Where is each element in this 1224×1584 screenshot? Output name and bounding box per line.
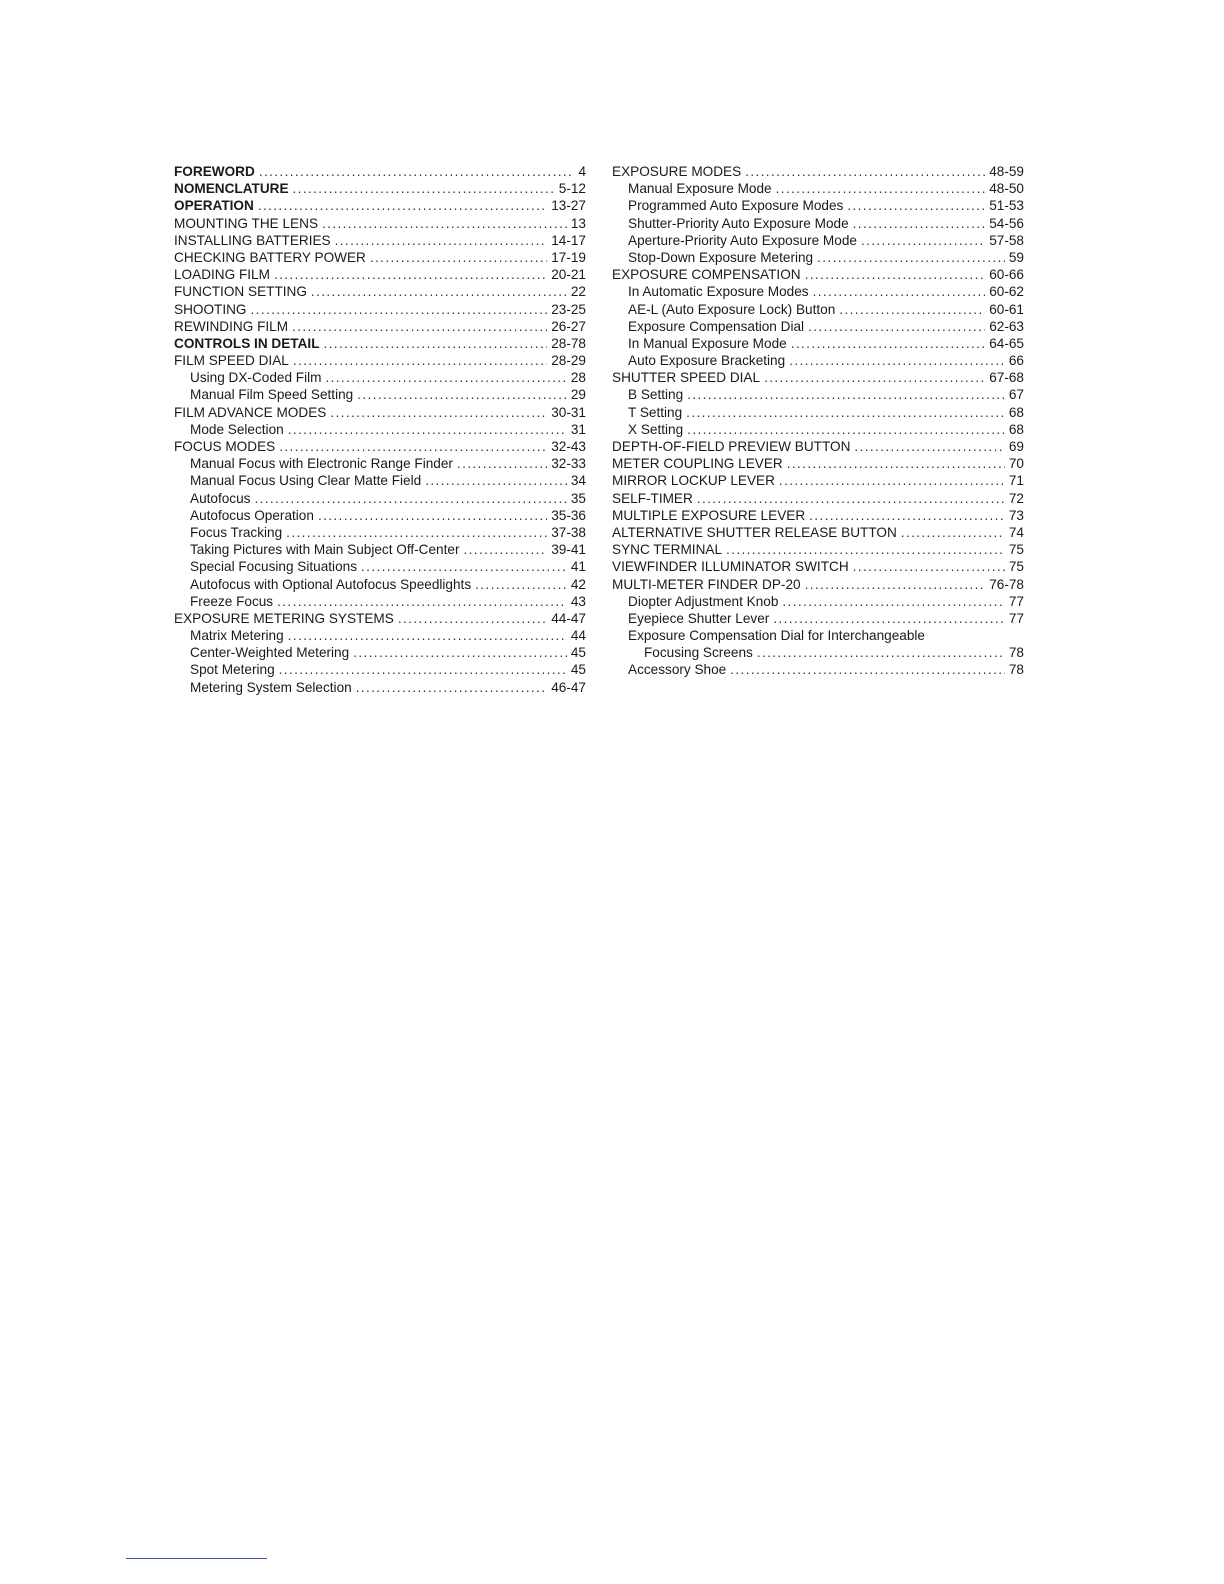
dot-leader [361,558,567,575]
toc-entry-page: 68 [1008,404,1024,420]
toc-column-left [174,163,586,696]
toc-entry-page: 41 [570,559,586,575]
toc-entry-exposure-compensation-dial-for-interchangeable[interactable] [612,627,1024,644]
toc-entry-label: SELF-TIMER [612,490,693,506]
toc-entry-focus-modes[interactable] [174,438,586,455]
toc-entry-label: Taking Pictures with Main Subject Off-Center [190,542,460,558]
toc-entry-page: 60-62 [989,284,1024,300]
dot-leader [847,197,985,214]
toc-entry-label: Metering System Selection [190,679,352,695]
toc-entry-autofocus-with-optional-autofocus-speedlights[interactable] [174,576,586,593]
toc-entry-multi-meter-finder-dp-20[interactable] [612,576,1024,593]
toc-entry-label: B Setting [628,387,684,403]
toc-entry-page: 23-25 [551,301,586,317]
toc-entry-focusing-screens[interactable] [612,644,1024,661]
toc-entry-label: Autofocus Operation [190,507,314,523]
dot-leader [370,249,547,266]
toc-entry-page: 60-61 [989,301,1024,317]
toc-entry-label: Manual Focus Using Clear Matte Field [190,473,422,489]
toc-entry-label: ALTERNATIVE SHUTTER RELEASE BUTTON [612,524,897,540]
toc-entry-ae-l-auto-exposure-lock-button[interactable] [612,301,1024,318]
toc-entry-page: 51-53 [989,198,1024,214]
dot-leader [425,472,567,489]
dot-leader [791,335,986,352]
dot-leader [805,266,986,283]
dot-leader [279,438,547,455]
dot-leader [813,283,986,300]
toc-entry-page: 28-78 [551,335,586,351]
toc-entry-page: 35-36 [551,507,586,523]
toc-entry-label: Mode Selection [190,421,284,437]
toc-entry-page: 70 [1008,456,1024,472]
toc-entry-label: CONTROLS IN DETAIL [174,335,320,351]
toc-entry-page: 48-50 [989,181,1024,197]
toc-entry-page: 42 [570,576,586,592]
toc-entry-label: Special Focusing Situations [190,559,357,575]
toc-entry-viewfinder-illuminator-switch[interactable] [612,558,1024,575]
dot-leader [293,180,555,197]
toc-entry-label: REWINDING FILM [174,318,289,334]
toc-entry-page: 20-21 [551,267,586,283]
dot-leader [274,266,547,283]
dot-leader [322,215,567,232]
toc-entry-diopter-adjustment-knob[interactable] [612,593,1024,610]
toc-entry-label: Manual Focus with Electronic Range Finder [190,456,453,472]
toc-entry-label: CHECKING BATTERY POWER [174,249,366,265]
toc-entry-stop-down-exposure-metering[interactable] [612,249,1024,266]
toc-entry-label: Accessory Shoe [628,662,727,678]
toc-entry-label: Spot Metering [190,662,275,678]
toc-entry-label: In Manual Exposure Mode [628,335,787,351]
toc-entry-mirror-lockup-lever[interactable] [612,472,1024,489]
toc-entry-page: 17-19 [551,249,586,265]
toc-entry-page: 77 [1008,593,1024,609]
toc-entry-multiple-exposure-lever[interactable] [612,507,1024,524]
toc-entry-autofocus[interactable] [174,490,586,507]
dot-leader [398,610,547,627]
toc-entry-meter-coupling-lever[interactable] [612,455,1024,472]
toc-entry-label: Center-Weighted Metering [190,645,350,661]
toc-entry-label: Manual Film Speed Setting [190,387,354,403]
dot-leader [463,541,547,558]
toc-entry-label: NOMENCLATURE [174,181,289,197]
toc-entry-page: 26-27 [551,318,586,334]
toc-entry-spot-metering[interactable] [174,661,586,678]
toc-entry-label: OPERATION [174,198,254,214]
toc-entry-self-timer[interactable] [612,490,1024,507]
toc-entry-taking-pictures-with-main-subject-off-center[interactable] [174,541,586,558]
toc-entry-metering-system-selection[interactable] [174,679,586,696]
toc-entry-controls-in-detail[interactable] [174,335,586,352]
dot-leader [292,318,547,335]
toc-entry-page: 44-47 [551,610,586,626]
toc-entry-page: 67-68 [989,370,1024,386]
toc-entry-rewinding-film[interactable] [174,318,586,335]
dot-leader [686,404,1005,421]
toc-entry-label: MULTIPLE EXPOSURE LEVER [612,507,806,523]
toc-entry-page: 30-31 [551,404,586,420]
dot-leader [330,404,547,421]
toc-entry-focus-tracking[interactable] [174,524,586,541]
toc-entry-exposure-compensation[interactable] [612,266,1024,283]
toc-entry-label: EXPOSURE METERING SYSTEMS [174,610,394,626]
toc-entry-label: Autofocus with Optional Autofocus Speedlights [190,576,472,592]
toc-entry-page: 66 [1008,353,1024,369]
toc-entry-autofocus-operation[interactable] [174,507,586,524]
toc-entry-function-setting[interactable] [174,283,586,300]
toc-entry-page: 75 [1008,542,1024,558]
toc-entry-programmed-auto-exposure-modes[interactable] [612,197,1024,214]
toc-entry-page: 68 [1008,421,1024,437]
toc-entry-page: 31 [570,421,586,437]
toc-entry-label: Freeze Focus [190,593,274,609]
dot-leader [776,180,986,197]
dot-leader [353,644,567,661]
dot-leader [853,215,986,232]
toc-entry-exposure-modes[interactable] [612,163,1024,180]
dot-leader [809,507,1005,524]
dot-leader [311,283,567,300]
toc-entry-mode-selection[interactable] [174,421,586,438]
dot-leader [288,421,567,438]
dot-leader [286,524,547,541]
toc-entry-shooting[interactable] [174,301,586,318]
toc-entry-page: 34 [570,473,586,489]
toc-entry-page: 35 [570,490,586,506]
dot-leader [697,490,1005,507]
toc-entry-label: Focus Tracking [190,524,283,540]
dot-leader [277,593,567,610]
toc-entry-page: 75 [1008,559,1024,575]
toc-entry-label: FOCUS MODES [174,439,276,454]
toc-entry-label: LOADING FILM [174,267,270,283]
toc-entry-label: Programmed Auto Exposure Modes [628,198,844,214]
toc-entry-aperture-priority-auto-exposure-mode[interactable] [612,232,1024,249]
toc-entry-auto-exposure-bracketing[interactable] [612,352,1024,369]
dot-leader [254,490,566,507]
dot-leader [687,421,1005,438]
toc-entry-page: 39-41 [551,542,586,558]
dot-leader [839,301,985,318]
toc-entry-center-weighted-metering[interactable] [174,644,586,661]
toc-entry-exposure-compensation-dial[interactable] [612,318,1024,335]
toc-entry-mounting-the-lens[interactable] [174,215,586,232]
toc-entry-film-speed-dial[interactable] [174,352,586,369]
toc-entry-page: 13-27 [551,198,586,214]
dot-leader [745,163,985,180]
toc-entry-label: Auto Exposure Bracketing [628,353,786,369]
toc-entry-special-focusing-situations[interactable] [174,558,586,575]
dot-leader [808,318,985,335]
toc-entry-label: Stop-Down Exposure Metering [628,249,814,265]
toc-entry-page: 46-47 [551,679,586,695]
dot-leader [475,576,567,593]
toc-entry-exposure-metering-systems[interactable] [174,610,586,627]
toc-entry-page: 43 [570,593,586,609]
toc-entry-page: 13 [570,215,586,231]
toc-entry-label: FOREWORD [174,164,255,179]
toc-entry-alternative-shutter-release-button[interactable] [612,524,1024,541]
toc-entry-label: DEPTH-OF-FIELD PREVIEW BUTTON [612,439,851,454]
toc-entry-page: 4 [578,164,586,179]
toc-entry-label: SHUTTER SPEED DIAL [612,370,761,386]
toc-entry-page: 78 [1008,645,1024,661]
toc-entry-label: Shutter-Priority Auto Exposure Mode [628,215,849,231]
dot-leader [318,507,547,524]
toc-entry-page: 64-65 [989,335,1024,351]
dot-leader [324,335,548,352]
toc-entry-manual-focus-with-electronic-range-finder[interactable] [174,455,586,472]
toc-entry-page: 78 [1008,662,1024,678]
toc-entry-operation[interactable] [174,197,586,214]
toc-entry-page: 57-58 [989,232,1024,248]
toc-entry-label: EXPOSURE MODES [612,164,742,179]
toc-entry-in-manual-exposure-mode[interactable] [612,335,1024,352]
dot-leader [901,524,1005,541]
toc-entry-label: Using DX-Coded Film [190,370,322,386]
dot-leader [335,232,548,249]
toc-entry-installing-batteries[interactable] [174,232,586,249]
dot-leader [288,627,567,644]
toc-entry-label: MOUNTING THE LENS [174,215,319,231]
toc-entry-page: 59 [1008,249,1024,265]
toc-entry-page: 76-78 [989,576,1024,592]
toc-entry-label: Manual Exposure Mode [628,181,772,197]
toc-entry-page: 44 [570,628,586,644]
toc-entry-freeze-focus[interactable] [174,593,586,610]
toc-entry-page: 37-38 [551,524,586,540]
toc-entry-page: 5-12 [558,181,586,197]
dot-leader [687,386,1005,403]
toc-entry-page: 71 [1008,473,1024,489]
toc-entry-page: 54-56 [989,215,1024,231]
toc-entry-label: MULTI-METER FINDER DP-20 [612,576,801,592]
toc-entry-label: SYNC TERMINAL [612,542,723,558]
dot-leader [357,386,567,403]
toc-entry-page: 32-43 [551,439,586,454]
toc-entry-page: 67 [1008,387,1024,403]
toc-entry-page: 48-59 [989,164,1024,179]
dot-leader [764,369,985,386]
toc-entry-sync-terminal[interactable] [612,541,1024,558]
dot-leader [805,576,986,593]
dot-leader [779,472,1005,489]
toc-entry-film-advance-modes[interactable] [174,404,586,421]
toc-entry-accessory-shoe[interactable] [612,661,1024,678]
toc-entry-page: 28-29 [551,353,586,369]
toc-entry-page: 72 [1008,490,1024,506]
toc-entry-label: FILM SPEED DIAL [174,353,289,369]
footer-rule [126,1558,267,1559]
toc-entry-label: FUNCTION SETTING [174,284,307,300]
toc-entry-nomenclature[interactable] [174,180,586,197]
toc-entry-label: Focusing Screens [644,645,753,661]
dot-leader [258,197,547,214]
dot-leader [457,455,547,472]
toc-entry-label: Aperture-Priority Auto Exposure Mode [628,232,857,248]
toc-entry-label: INSTALLING BATTERIES [174,232,331,248]
dot-leader [251,301,548,318]
dot-leader [782,593,1005,610]
dot-leader [789,352,1005,369]
toc-entry-page: 32-33 [551,456,586,472]
toc-entry-page: 73 [1008,507,1024,523]
toc-entry-label: MIRROR LOCKUP LEVER [612,473,775,489]
toc-entry-label: In Automatic Exposure Modes [628,284,809,300]
dot-leader [787,455,1005,472]
toc-entry-t-setting[interactable] [612,404,1024,421]
toc-entry-label: Matrix Metering [190,628,284,644]
dot-leader [773,610,1005,627]
dot-leader [817,249,1005,266]
dot-leader [854,438,1004,455]
toc-entry-page: 45 [570,662,586,678]
dot-leader [726,541,1005,558]
dot-leader [293,352,547,369]
toc-entry-label: Eyepiece Shutter Lever [628,610,770,626]
dot-leader [861,232,985,249]
toc-entry-label: SHOOTING [174,301,247,317]
dot-leader [853,558,1005,575]
toc-entry-matrix-metering[interactable] [174,627,586,644]
toc-entry-page: 22 [570,284,586,300]
dot-leader [325,369,566,386]
dot-leader [279,661,567,678]
toc-entry-in-automatic-exposure-modes[interactable] [612,283,1024,300]
toc-entry-depth-of-field-preview-button[interactable] [612,438,1024,455]
toc-entry-label: AE-L (Auto Exposure Lock) Button [628,301,836,317]
dot-leader [259,163,575,180]
toc-entry-page: 62-63 [989,318,1024,334]
toc-entry-b-setting[interactable] [612,386,1024,403]
toc-entry-page: 74 [1008,524,1024,540]
toc-entry-page: 60-66 [989,267,1024,283]
dot-leader [730,661,1005,678]
toc-entry-checking-battery-power[interactable] [174,249,586,266]
toc-entry-label: METER COUPLING LEVER [612,456,783,472]
toc-entry-manual-exposure-mode[interactable] [612,180,1024,197]
toc-entry-page: 69 [1008,439,1024,454]
toc-entry-page: 14-17 [551,232,586,248]
toc-entry-label: VIEWFINDER ILLUMINATOR SWITCH [612,559,849,575]
toc-entry-shutter-priority-auto-exposure-mode[interactable] [612,215,1024,232]
toc-entry-label: X Setting [628,421,684,437]
toc-column-right [612,163,1024,679]
toc-entry-page: 28 [570,370,586,386]
toc-entry-page: 29 [570,387,586,403]
toc-entry-label: Diopter Adjustment Knob [628,593,779,609]
toc-entry-manual-focus-using-clear-matte-field[interactable] [174,472,586,489]
toc-entry-label: T Setting [628,404,683,420]
toc-entry-label: Autofocus [190,490,251,506]
toc-entry-foreword[interactable] [174,163,586,180]
toc-entry-label: Exposure Compensation Dial [628,318,805,334]
toc-entry-x-setting[interactable] [612,421,1024,438]
dot-leader [356,679,548,696]
toc-entry-label: EXPOSURE COMPENSATION [612,267,801,283]
dot-leader [757,644,1005,661]
toc-entry-label: FILM ADVANCE MODES [174,404,327,420]
toc-entry-eyepiece-shutter-lever[interactable] [612,610,1024,627]
toc-entry-page: 45 [570,645,586,661]
toc-entry-shutter-speed-dial[interactable] [612,369,1024,386]
toc-entry-loading-film[interactable] [174,266,586,283]
toc-entry-page: 77 [1008,610,1024,626]
toc-entry-label: Exposure Compensation Dial for Interchangeable [628,628,925,644]
toc-entry-manual-film-speed-setting[interactable] [174,386,586,403]
toc-entry-using-dx-coded-film[interactable] [174,369,586,386]
